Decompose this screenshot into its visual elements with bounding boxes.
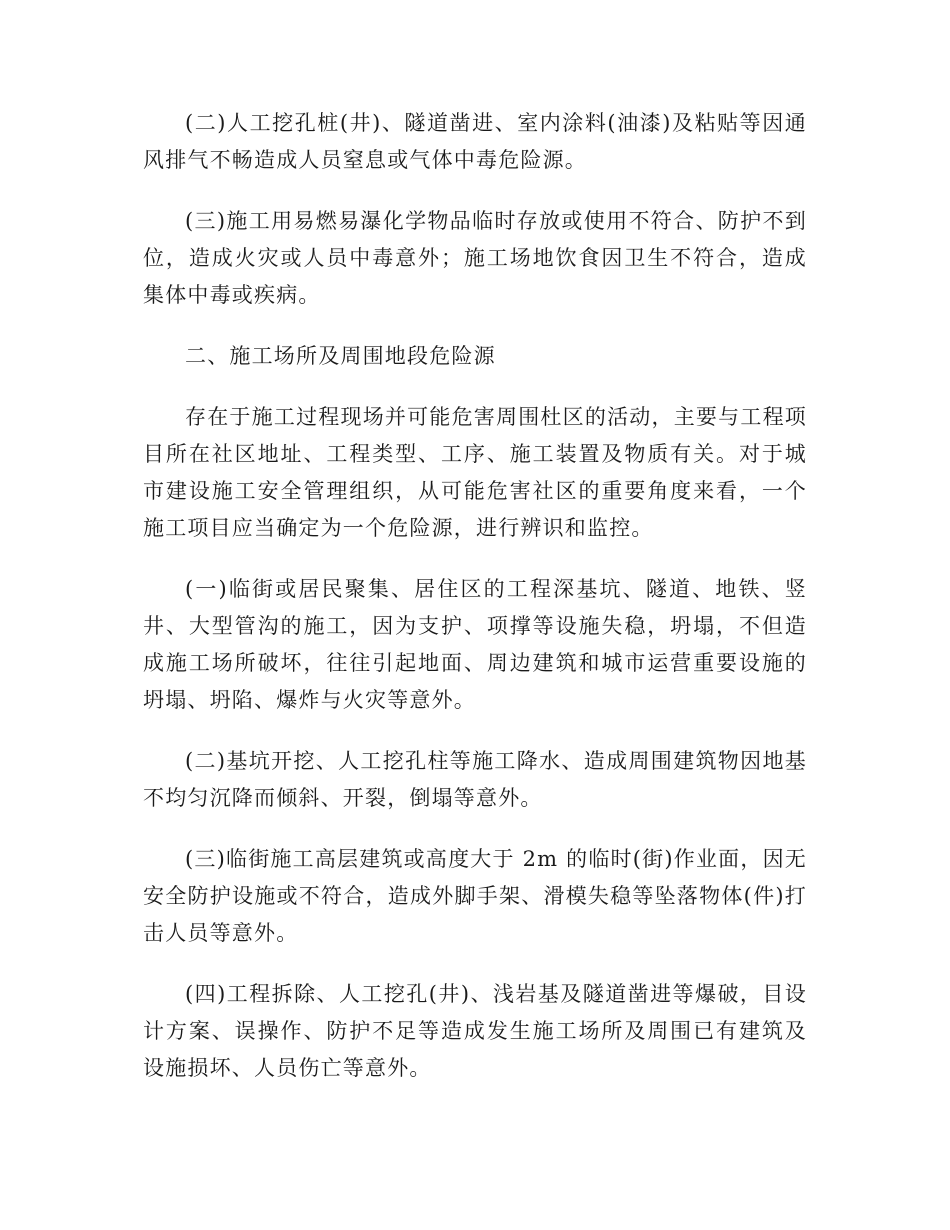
paragraph-deep-excavation-hazard: (一)临街或居民聚集、居住区的工程深基坑、隧道、地铁、竖井、大型管沟的施工，因为支护、项撑等设施失稳，坍塌，不但造成施工场所破坏，往往引起地面、周边建筑和城市运营重要设施的坍塌、坍陷、爆炸与火灾等意外。 xyxy=(143,577,807,712)
paragraph-ventilation-hazard: (二)人工挖孔桩(井)、隧道凿进、室内涂料(油漆)及粘贴等因通风排气不畅造成人员窒息或气体中毒危险源。 xyxy=(143,111,807,172)
paragraph-dewatering-settlement-hazard: (二)基坑开挖、人工挖孔柱等施工降水、造成周围建筑物因地基不均匀沉降而倾斜、开裂，倒塌等意外。 xyxy=(143,749,807,810)
section-heading-site-surroundings: 二、施工场所及周围地段危险源 xyxy=(185,344,496,368)
paragraph-site-activity-overview: 存在于施工过程现场并可能危害周围杜区的活动，主要与工程项目所在社区地址、工程类型、工序、施工装置及物质有关。对于城市建设施工安全管理组织，从可能危害社区的重要角度来看，一个施工项目应当确定为一个危险源，进行辨识和监控。 xyxy=(143,405,807,540)
paragraph-flammable-chemicals-hazard: (三)施工用易燃易瀑化学物品临时存放或使用不符合、防护不到位，造成火灾或人员中毒意外；施工场地饮食因卫生不符合，造成集体中毒或疾病。 xyxy=(143,209,807,307)
paragraph-blasting-hazard: (四)工程拆除、人工挖孔(井)、浅岩基及隧道凿进等爆破，目设计方案、误操作、防护不足等造成发生施工场所及周围已有建筑及设施损坏、人员伤亡等意外。 xyxy=(143,982,807,1080)
paragraph-falling-object-hazard: (三)临街施工高层建筑或高度大于 2m 的临时(街)作业面，因无安全防护设施或不符合，造成外脚手架、滑模失稳等坠落物体(件)打击人员等意外。 xyxy=(143,847,807,945)
